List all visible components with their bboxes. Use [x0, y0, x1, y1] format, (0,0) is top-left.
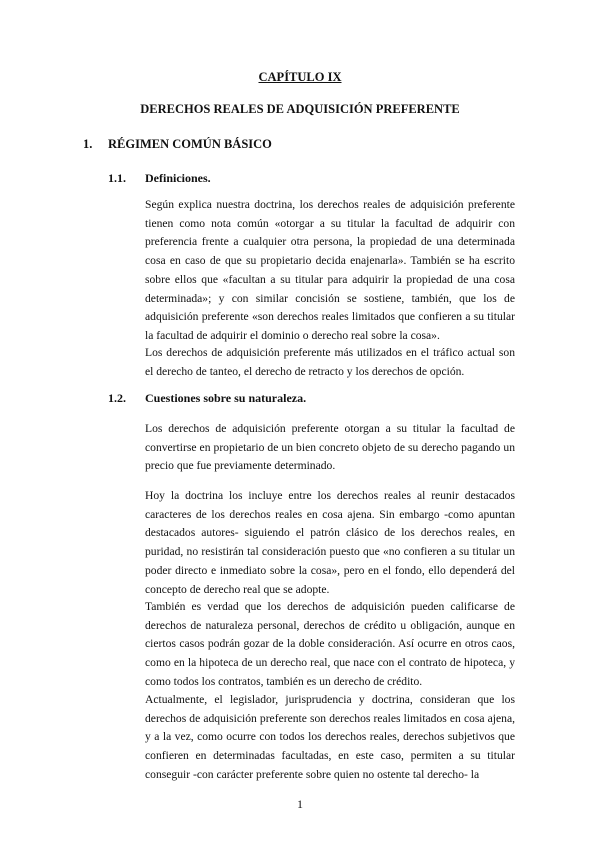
- subsection-number: 1.2.: [108, 391, 126, 405]
- paragraph: Los derechos de adquisición preferente otorgan a su titular la facultad de convertirse en propietario de un bien concreto objeto de su derecho pagando un precio que fue previamente determinado.: [145, 422, 515, 473]
- section-number: 1.: [83, 137, 93, 151]
- chapter-heading: CAPÍTULO IX: [258, 70, 342, 84]
- section-title: RÉGIMEN COMÚN BÁSICO: [108, 137, 272, 151]
- paragraph: Hoy la doctrina los incluye entre los derechos reales al reunir destacados caracteres de los derechos reales en cosa ajena. Sin embargo -como apuntan destacados autores- siguiendo el patrón clásico de los derechos reales, en puridad, no resistirán tal consideración puesto que «no confieren a su titular un poder directo e inmediato sobre la cosa», pero en el fondo, ello dependerá del concepto de derecho real que se adopte.: [145, 489, 515, 596]
- paragraph: Según explica nuestra doctrina, los derechos reales de adquisición preferente tienen como nota común «otorgar a su titular la facultad de adquirir con preferencia frente a cualquier otra persona, la propiedad de una determinada cosa en caso de que su propietario decida enajenarla». También se ha escrito sobre ellos que «facultan a su titular para adquirir la propiedad de una cosa determinada»; y con similar concisión se sostiene, también, que los de adquisición preferente «son derechos reales limitados que confieren a su titular la facultad de adquirir el dominio o derecho real sobre la cosa».: [145, 198, 515, 342]
- chapter-title: DERECHOS REALES DE ADQUISICIÓN PREFERENTE: [140, 102, 460, 116]
- paragraph: Actualmente, el legislador, jurisprudencia y doctrina, consideran que los derechos de adquisición preferente son derechos reales limitados en cosa ajena, y a la vez, como ocurre con todos los derechos reales, derechos subjetivos que confieren en determinadas facultadas, en este caso, permiten a su titular conseguir -con carácter preferente sobre quien no ostente tal derecho- la: [145, 693, 515, 781]
- subsection-title: Cuestiones sobre su naturaleza.: [145, 391, 307, 405]
- subsection-title: Definiciones.: [145, 171, 211, 185]
- paragraph: También es verdad que los derechos de adquisición pueden calificarse de derechos de naturaleza personal, derechos de crédito u obligación, aunque en ciertos casos podrán gozar de la doble consideración. Así ocurre en otros caos, como en la hipoteca de un derecho real, que nace con el contrato de hipoteca, y como todos los contratos, también es un derecho de crédito.: [145, 600, 515, 688]
- page-number: 1: [297, 797, 303, 811]
- subsection-number: 1.1.: [108, 171, 126, 185]
- paragraph: Los derechos de adquisición preferente más utilizados en el tráfico actual son el derecho de tanteo, el derecho de retracto y los derechos de opción.: [145, 346, 515, 378]
